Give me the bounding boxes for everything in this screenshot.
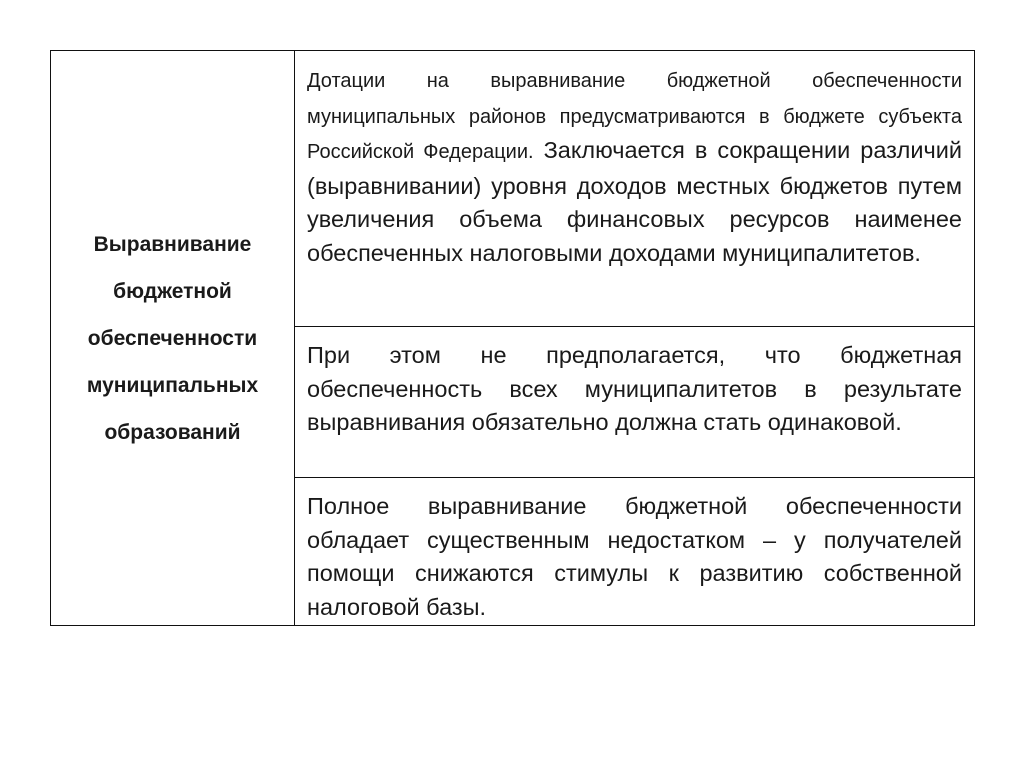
budget-equalization-table [50,50,975,626]
description-text-1-main: Заключается в сокращении различий (выравнивании) уровня доходов местных бюджетов путем увеличения объема финансовых ресурсов наименее обеспеченных налоговыми доходами муниципалитетов. [307,137,962,266]
description-text-2: При этом не предполагается, что бюджетная обеспеченность всех муниципалитетов в результате выравнивания обязательно должна стать одинаковой. [307,342,962,435]
left-heading-cell [51,51,295,626]
table-row [51,51,975,327]
description-text-1-intro: Дотации на выравнивание бюджетной обеспеченности муниципальных районов предусматриваются в бюджете субъекта Российской Федерации. [307,70,962,163]
description-cell-3 [295,478,975,626]
description-cell-2 [295,327,975,478]
description-text-3: Полное выравнивание бюджетной обеспеченности обладает существенным недостатком – у получателей помощи снижаются стимулы к развитию собственной налоговой базы. [307,493,962,620]
left-heading: Выравнивание бюджетной обеспеченности муниципальных образований [86,232,259,444]
description-text-1 [307,63,962,270]
description-cell-1 [295,51,975,327]
